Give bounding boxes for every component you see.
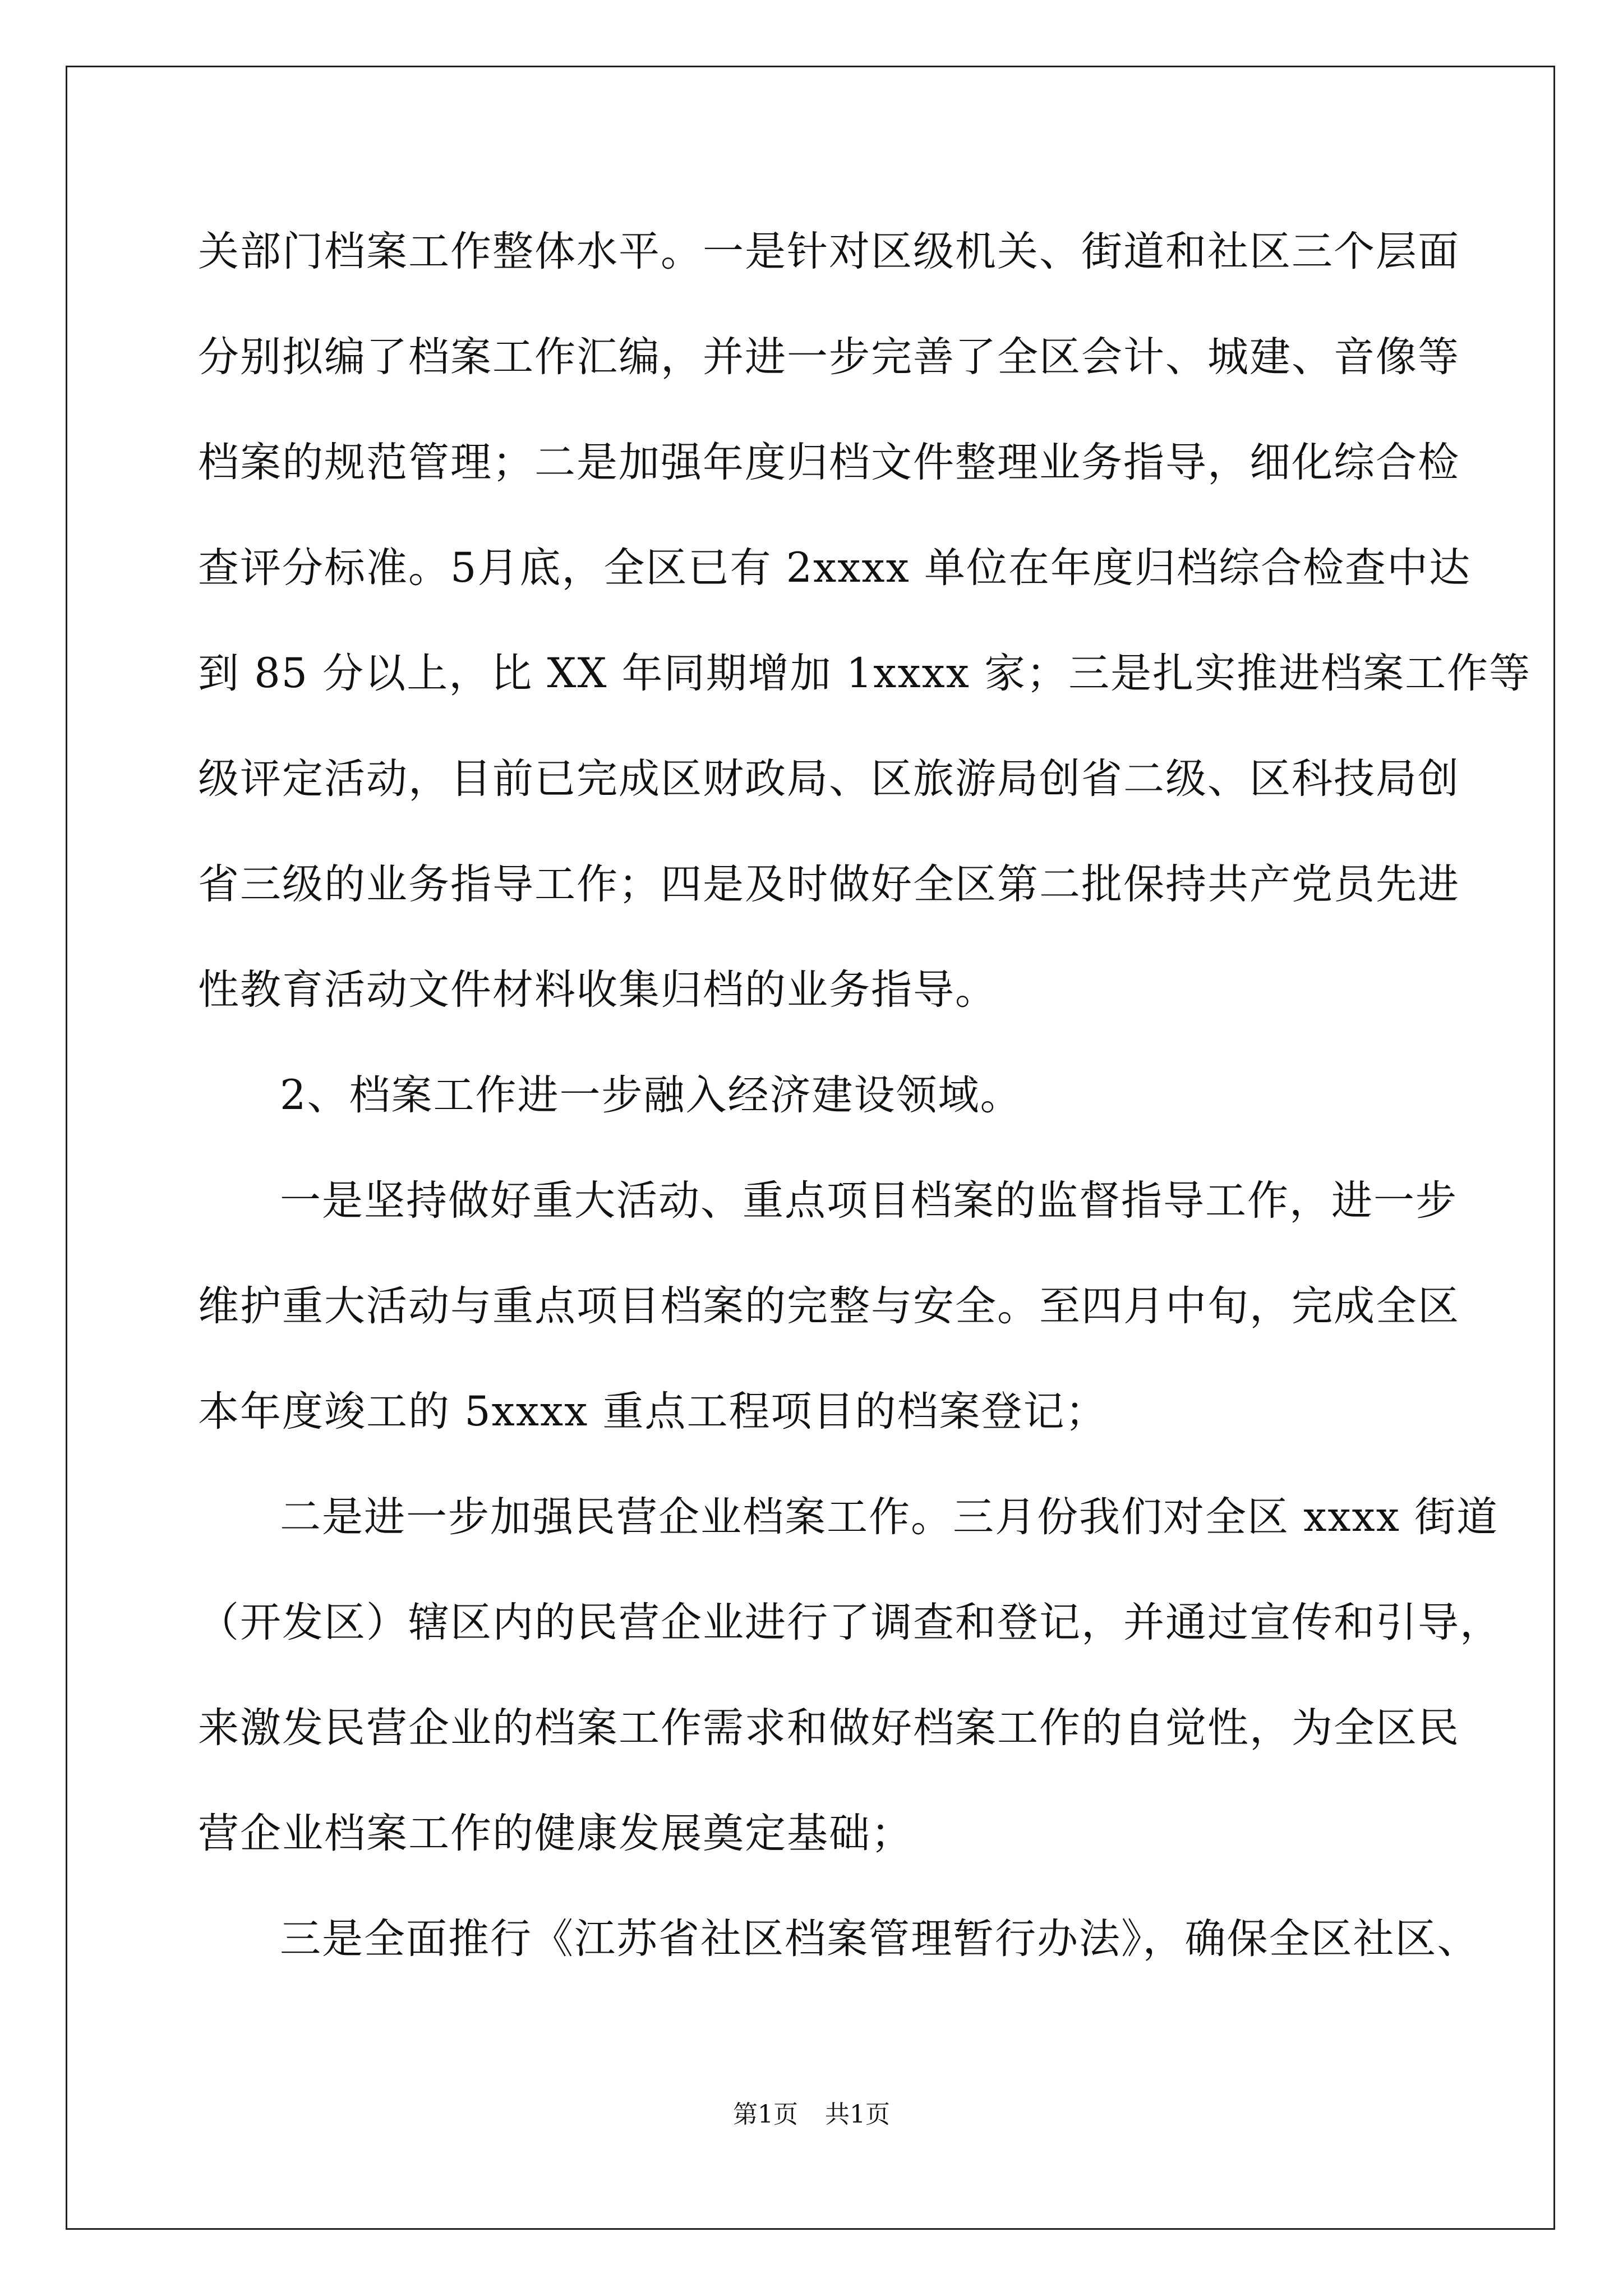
page-total: 共1页	[825, 2100, 890, 2129]
text-line: 查评分标准。5月底，全区已有 2xxxx 单位在年度归档综合检查中达	[198, 544, 1471, 592]
text-line: 到 85 分以上，比 XX 年同期增加 1xxxx 家；三是扎实推进档案工作等	[198, 650, 1532, 697]
text-line: 一是坚持做好重大活动、重点项目档案的监督指导工作，进一步	[280, 1177, 1458, 1225]
text-line: 营企业档案工作的健康发展奠定基础；	[198, 1810, 913, 1857]
page-number: 第1页	[733, 2100, 798, 2129]
text-line: 来激发民营企业的档案工作需求和做好档案工作的自觉性，为全区民	[198, 1704, 1460, 1752]
document-body	[198, 220, 1532, 2013]
text-line: 关部门档案工作整体水平。一是针对区级机关、街道和社区三个层面	[198, 228, 1460, 275]
text-line: 档案的规范管理；二是加强年度归档文件整理业务指导，细化综合检	[198, 439, 1460, 486]
text-line: 省三级的业务指导工作；四是及时做好全区第二批保持共产党员先进	[198, 861, 1460, 908]
text-line: 维护重大活动与重点项目档案的完整与安全。至四月中旬，完成全区	[198, 1282, 1460, 1330]
text-line: 二是进一步加强民营企业档案工作。三月份我们对全区 xxxx 街道	[280, 1493, 1499, 1541]
text-line: （开发区）辖区内的民营企业进行了调查和登记，并通过宣传和引导，	[198, 1599, 1502, 1646]
text-line: 分别拟编了档案工作汇编，并进一步完善了全区会计、城建、音像等	[198, 333, 1460, 381]
text-line: 级评定活动，目前已完成区财政局、区旅游局创省二级、区科技局创	[198, 755, 1460, 803]
page-footer	[0, 2098, 1623, 2132]
text-line: 本年度竣工的 5xxxx 重点工程项目的档案登记；	[198, 1388, 1108, 1435]
text-line: 2、档案工作进一步融入经济建设领域。	[280, 1071, 1022, 1119]
text-line: 性教育活动文件材料收集归档的业务指导。	[198, 966, 997, 1014]
text-line: 三是全面推行《江苏省社区档案管理暂行办法》，确保全区社区、	[280, 1915, 1479, 1963]
